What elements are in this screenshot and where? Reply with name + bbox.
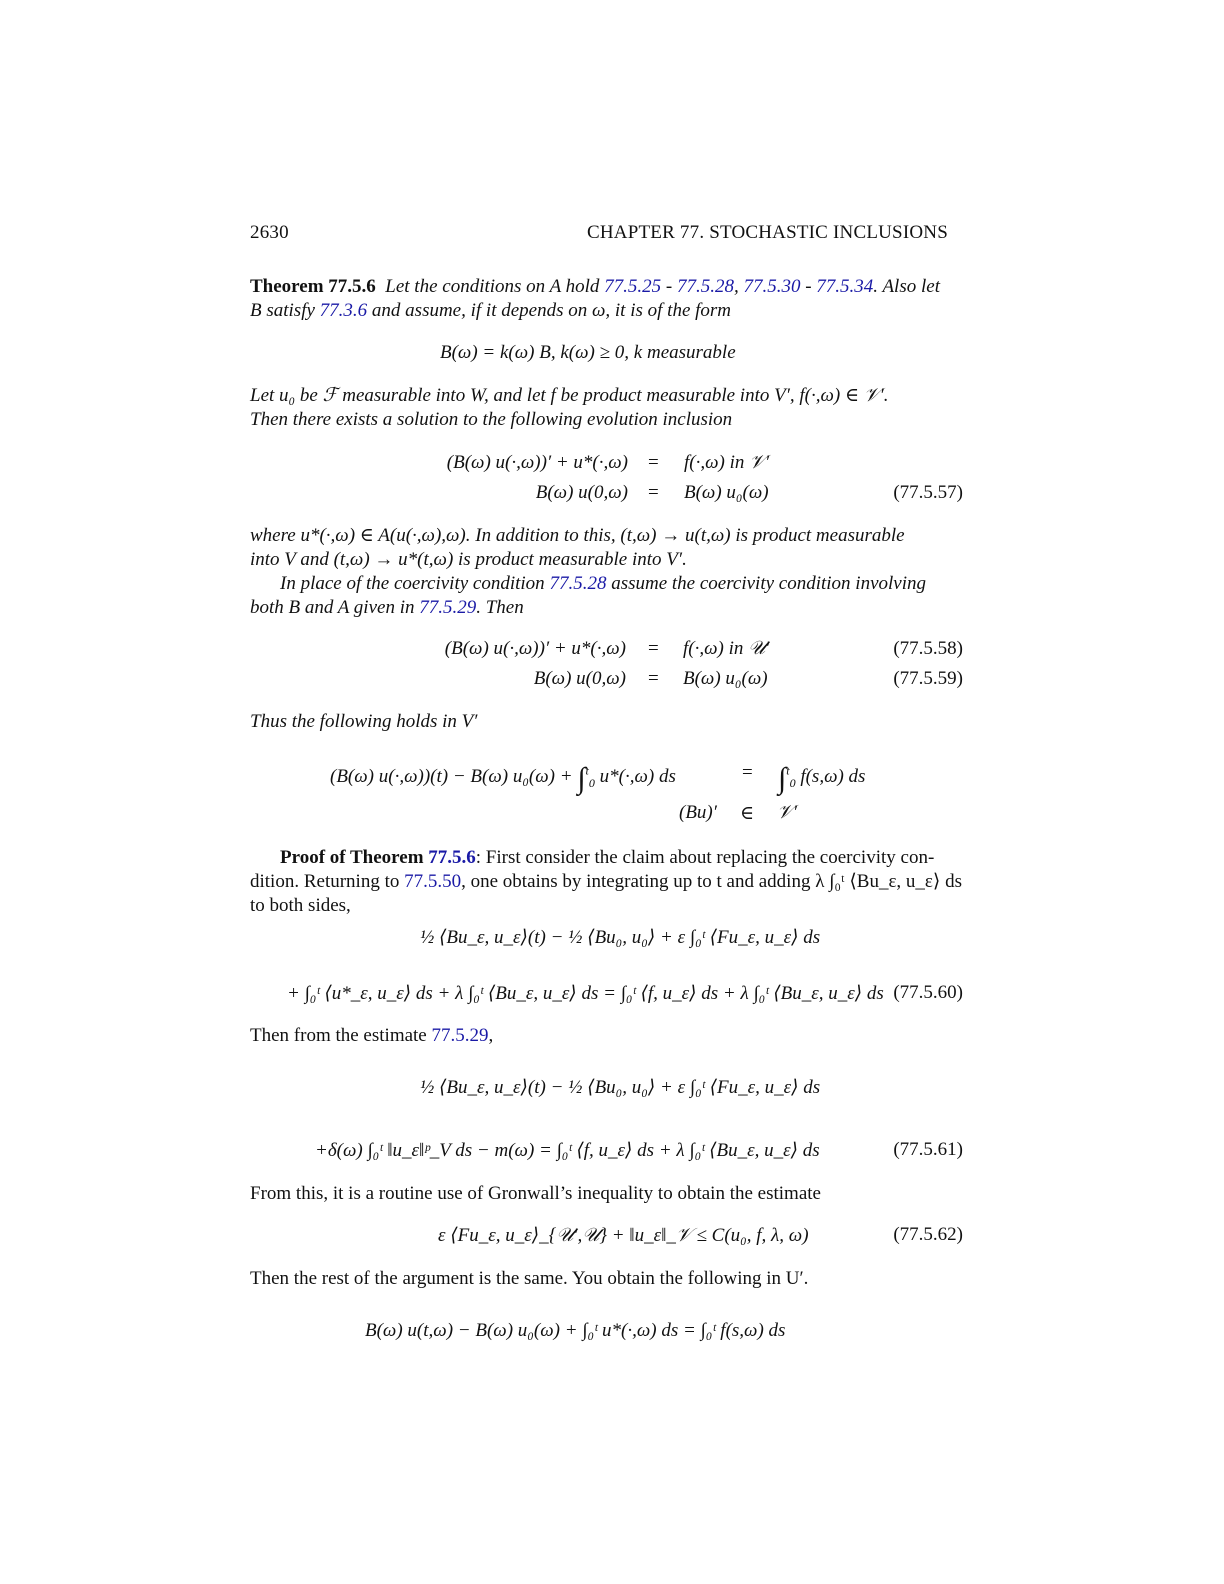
ref-link-77-5-50[interactable]: 77.5.50 bbox=[404, 871, 462, 892]
equals-sign: = bbox=[648, 668, 659, 689]
proof-text: From this, it is a routine use of Gronwall’s inequality to obtain the estimate bbox=[250, 1183, 821, 1204]
chapter-title: CHAPTER 77. STOCHASTIC INCLUSIONS bbox=[587, 222, 948, 243]
integral-lower-limit: 0 bbox=[789, 775, 796, 790]
eq59-rhs: B(ω) u₀(ω) bbox=[683, 668, 768, 689]
ref-link-77-5-29[interactable]: 77.5.29 bbox=[419, 597, 477, 618]
theorem-text: Thus the following holds in V′ bbox=[250, 711, 478, 732]
theorem-label: Theorem 77.5.6 bbox=[250, 276, 376, 297]
equation-number: (77.5.60) bbox=[893, 982, 963, 1003]
ref-sep: - bbox=[661, 276, 677, 297]
proof-text: , bbox=[488, 1025, 494, 1046]
eq58-lhs: (B(ω) u(·,ω))′ + u*(·,ω) bbox=[444, 638, 626, 659]
eq62: ε ⟨Fu_ε, u_ε⟩_{𝒰′,𝒰} + ‖u_ε‖_𝒱 ≤ C(u₀, f, λ, ω) bbox=[438, 1225, 809, 1246]
eq57-line2-rhs: B(ω) u₀(ω) bbox=[684, 482, 769, 503]
equation-number: (77.5.59) bbox=[893, 668, 963, 689]
theorem-text: Then there exists a solution to the following evolution inclusion bbox=[250, 409, 733, 430]
ref-link-77-5-28[interactable]: 77.5.28 bbox=[676, 276, 734, 297]
eq57-line2-lhs: B(ω) u(0,ω) bbox=[535, 482, 628, 503]
integral-sign: ∫ bbox=[577, 762, 586, 795]
theorem-text: assume the coercivity condition involving bbox=[606, 573, 927, 594]
final-equation: B(ω) u(t,ω) − B(ω) u₀(ω) + ∫₀ᵗ u*(·,ω) ds = ∫₀ᵗ f(s,ω) ds bbox=[365, 1320, 786, 1341]
page-number: 2630 bbox=[250, 222, 289, 243]
theorem-text: into V and (t,ω) → u*(t,ω) is product measurable into V′. bbox=[250, 549, 687, 570]
eq57-line1-lhs: (B(ω) u(·,ω))′ + u*(·,ω) bbox=[446, 452, 628, 473]
equals-sign: = bbox=[648, 482, 659, 503]
theorem-text: and assume, if it depends on ω, it is of the form bbox=[367, 300, 732, 321]
theorem-text: B satisfy bbox=[250, 300, 320, 321]
integral-upper-limit: t bbox=[585, 763, 589, 778]
theorem-text: Let the conditions on A hold bbox=[385, 276, 605, 297]
proof-text: dition. Returning to bbox=[250, 871, 405, 892]
eq57-line1-rhs: f(·,ω) in 𝒱′ bbox=[684, 452, 770, 473]
proof-label: Proof of Theorem bbox=[280, 847, 429, 868]
integral-lower-limit: 0 bbox=[588, 775, 595, 790]
ref-link-77-5-28[interactable]: 77.5.28 bbox=[549, 573, 607, 594]
integral-identity-rhs bbox=[778, 762, 865, 796]
integral-upper-limit: t bbox=[786, 763, 790, 778]
equals-sign: = bbox=[742, 762, 753, 783]
element-of-sign: ∈ bbox=[740, 803, 755, 824]
equation-b-form: B(ω) = k(ω) B, k(ω) ≥ 0, k measurable bbox=[440, 342, 736, 363]
proof-text: , one obtains by integrating up to t and adding λ ∫₀ᵗ ⟨Bu_ε, u_ε⟩ ds bbox=[461, 871, 962, 892]
ref-link-77-5-29[interactable]: 77.5.29 bbox=[431, 1025, 489, 1046]
equation-number: (77.5.61) bbox=[893, 1139, 963, 1160]
ref-link-77-5-25[interactable]: 77.5.25 bbox=[604, 276, 662, 297]
theorem-text: where u*(·,ω) ∈ A(u(·,ω),ω). In addition to this, (t,ω) → u(t,ω) is product measurable bbox=[250, 525, 905, 546]
proof-paragraph bbox=[250, 1024, 963, 1048]
proof-paragraph bbox=[250, 846, 963, 918]
eq58-rhs: f(·,ω) in 𝒰′ bbox=[683, 638, 770, 659]
integral-sign: ∫ bbox=[778, 762, 787, 795]
theorem-text: . Then bbox=[476, 597, 524, 618]
equals-sign: = bbox=[648, 638, 659, 659]
theorem-paragraph bbox=[250, 384, 963, 432]
ref-link-77-5-6[interactable]: 77.5.6 bbox=[428, 847, 476, 868]
ref-link-77-5-30[interactable]: 77.5.30 bbox=[743, 276, 801, 297]
ref-link-77-3-6[interactable]: 77.3.6 bbox=[319, 300, 368, 321]
equation-number: (77.5.58) bbox=[893, 638, 963, 659]
proof-text: : First consider the claim about replacing the coercivity con- bbox=[475, 847, 935, 868]
eq61-bottom: +δ(ω) ∫₀ᵗ ‖u_ε‖ᵖ_V ds − m(ω) = ∫₀ᵗ ⟨f, u_ε⟩ ds + λ ∫₀ᵗ ⟨Bu_ε, u_ε⟩ ds bbox=[315, 1140, 820, 1161]
theorem-text: both B and A given in bbox=[250, 597, 420, 618]
equals-sign: = bbox=[648, 452, 659, 473]
integral-identity-integrand: u*(·,ω) ds bbox=[599, 766, 676, 787]
theorem-text: . Also let bbox=[873, 276, 940, 297]
ref-link-77-5-34[interactable]: 77.5.34 bbox=[816, 276, 874, 297]
integral-identity-lhs bbox=[330, 762, 676, 796]
integral-identity-rhs-text: f(s,ω) ds bbox=[800, 766, 866, 787]
ref-sep: , bbox=[733, 276, 744, 297]
proof-text: Then the rest of the argument is the same. You obtain the following in U′. bbox=[250, 1268, 809, 1289]
theorem-statement bbox=[250, 275, 963, 323]
ref-sep: - bbox=[800, 276, 817, 297]
bu-space: 𝒱′ bbox=[777, 802, 797, 823]
eq61-top: ½ ⟨Bu_ε, u_ε⟩(t) − ½ ⟨Bu₀, u₀⟩ + ε ∫₀ᵗ ⟨Fu_ε, u_ε⟩ ds bbox=[420, 1077, 821, 1098]
integral-identity-lhs-text: (B(ω) u(·,ω))(t) − B(ω) u₀(ω) + bbox=[330, 766, 578, 787]
theorem-paragraph bbox=[250, 524, 963, 620]
eq60-bottom: + ∫₀ᵗ ⟨u*_ε, u_ε⟩ ds + λ ∫₀ᵗ ⟨Bu_ε, u_ε⟩ ds = ∫₀ᵗ ⟨f, u_ε⟩ ds + λ ∫₀ᵗ ⟨Bu_ε, u_ε⟩ ds bbox=[287, 983, 884, 1004]
eq59-lhs: B(ω) u(0,ω) bbox=[533, 668, 626, 689]
proof-text: to both sides, bbox=[250, 895, 351, 916]
equation-number: (77.5.57) bbox=[893, 482, 963, 503]
bu-derivative: (Bu)′ bbox=[679, 802, 717, 823]
theorem-text: In place of the coercivity condition bbox=[280, 573, 550, 594]
equation-number: (77.5.62) bbox=[893, 1224, 963, 1245]
theorem-text: Let u₀ be ℱ measurable into W, and let f be product measurable into V′, f(·,ω) ∈ 𝒱′. bbox=[250, 385, 889, 406]
proof-text: Then from the estimate bbox=[250, 1025, 432, 1046]
eq60-top: ½ ⟨Bu_ε, u_ε⟩(t) − ½ ⟨Bu₀, u₀⟩ + ε ∫₀ᵗ ⟨Fu_ε, u_ε⟩ ds bbox=[420, 927, 821, 948]
